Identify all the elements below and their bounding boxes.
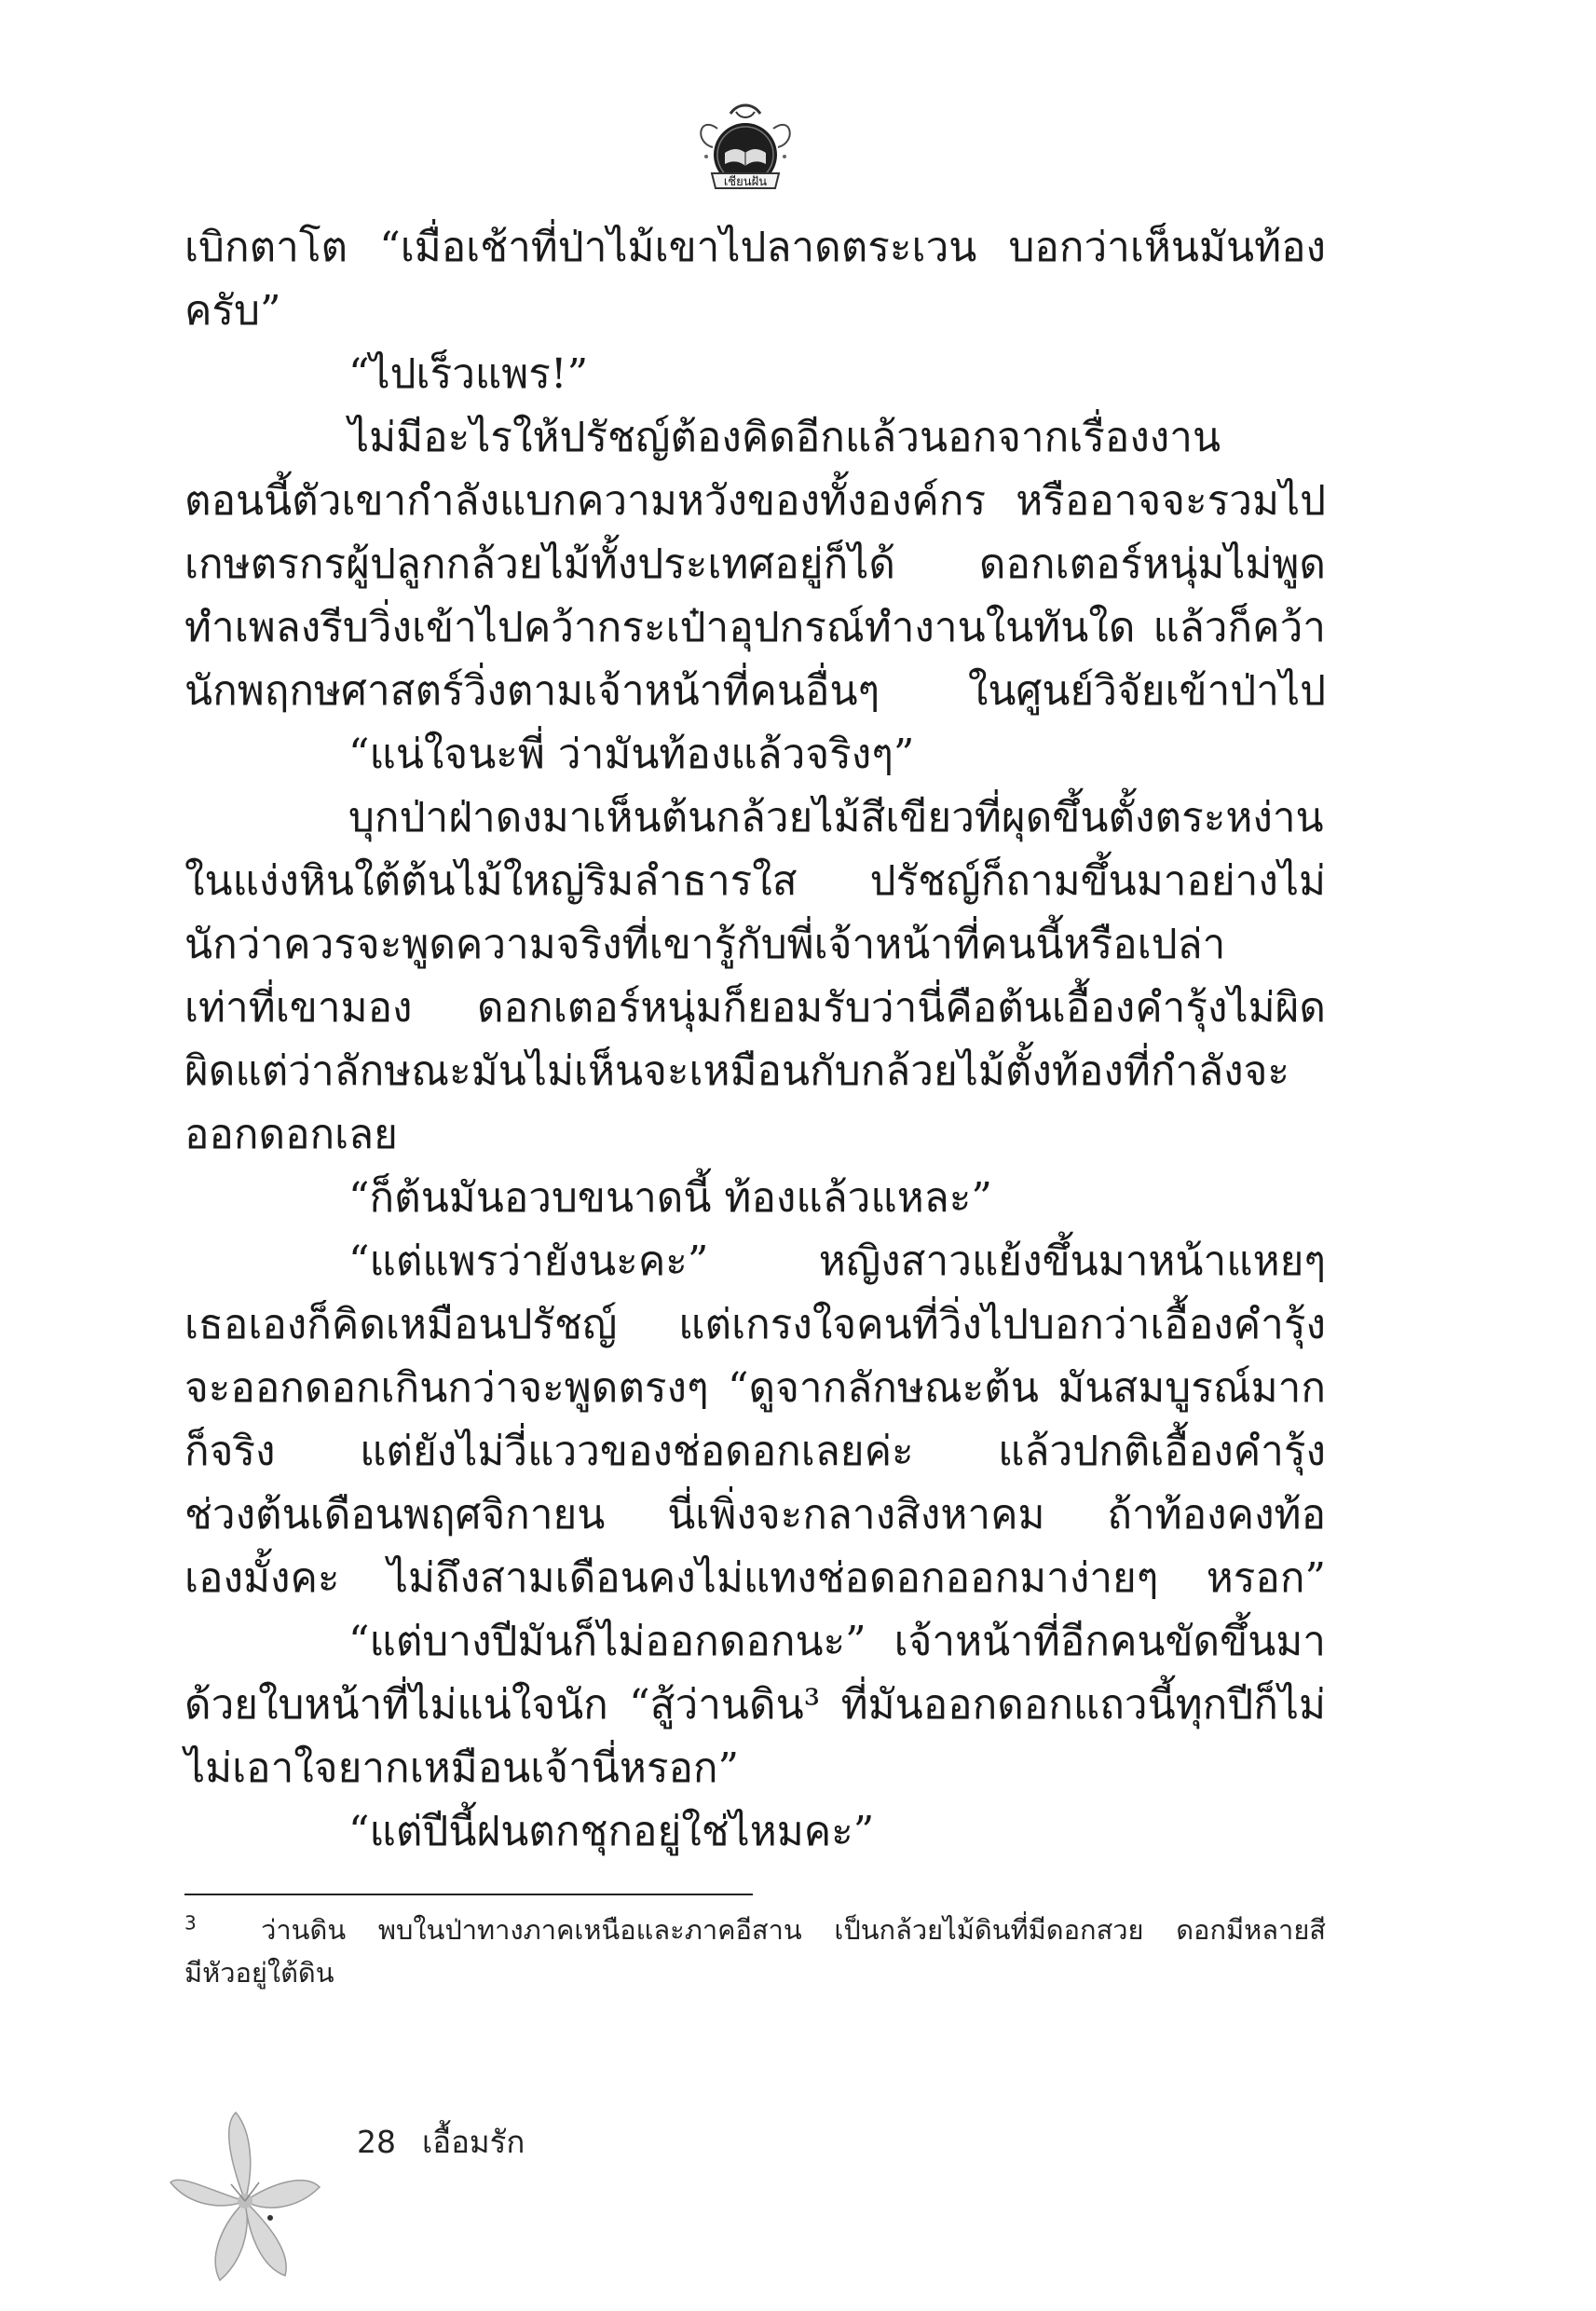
book-wings-emblem-icon — [689, 101, 801, 203]
footnote-line: มีหัวอยู่ใต้ดิน — [184, 1957, 334, 1989]
body-line: เองมั้งคะ ไม่ถึงสามเดือนคงไม่แทงช่อดอกออกมาง่ายๆ หรอก” — [184, 1554, 1326, 1602]
body-line: เธอเองก็คิดเหมือนปรัชญ์ แต่เกรงใจคนที่วิ่งไปบอกว่าเอื้องคำรุ้ง — [184, 1301, 1326, 1348]
body-line: ไม่เอาใจยากเหมือนเจ้านี่หรอก” — [184, 1744, 740, 1792]
body-line: “ก็ต้นมันอวบขนาดนี้ ท้องแล้วแหละ” — [348, 1174, 992, 1222]
body-line: นักพฤกษศาสตร์วิ่งตามเจ้าหน้าที่คนอื่นๆ ในศูนย์วิจัยเข้าป่าไป — [184, 667, 1326, 715]
body-line: บุกป่าฝ่าดงมาเห็นต้นกล้วยไม้สีเขียวที่ผุดขึ้นตั้งตระหง่าน — [348, 794, 1324, 841]
body-line: เท่าที่เขามอง ดอกเตอร์หนุ่มก็ยอมรับว่านี่คือต้นเอื้องคำรุ้งไม่ผิด — [184, 984, 1326, 1032]
body-line: “ไปเร็วแพร!” — [348, 350, 589, 398]
body-line: ด้วยใบหน้าที่ไม่แน่ใจนัก “สู้ว่านดิน³ ที่มันออกดอกแถวนี้ทุกปีก็ไม่ — [184, 1681, 1326, 1729]
footnote-divider — [184, 1894, 753, 1895]
book-title: เอื้อมรัก — [422, 2124, 525, 2160]
body-line: ก็จริง แต่ยังไม่วี่แววของช่อดอกเลยค่ะ แล้วปกติเอื้องคำรุ้ง — [184, 1428, 1326, 1475]
body-line: ไม่มีอะไรให้ปรัชญ์ต้องคิดอีกแล้วนอกจากเรื่องงาน — [348, 414, 1221, 461]
page-number: 28 — [357, 2124, 396, 2160]
body-line: ออกดอกเลย — [184, 1111, 398, 1158]
footnote-line — [184, 1908, 1326, 1951]
footnote-text: ว่านดิน พบในป่าทางภาคเหนือและภาคอีสาน เป็นกล้วยไม้ดินที่มีดอกสวย ดอกมีหลายสี — [261, 1914, 1326, 1946]
body-line: ครับ” — [184, 287, 281, 335]
body-line: ช่วงต้นเดือนพฤศจิกายน นี่เพิ่งจะกลางสิงหาคม ถ้าท้องคงท้อ — [184, 1491, 1326, 1538]
body-line: “แต่บางปีมันก็ไม่ออกดอกนะ” เจ้าหน้าที่อีกคนขัดขึ้นมา — [348, 1618, 1326, 1665]
body-line: เกษตรกรผู้ปลูกกล้วยไม้ทั้งประเทศอยู่ก็ได้ ดอกเตอร์หนุ่มไม่พูด — [184, 540, 1326, 588]
body-line: “แน่ใจนะพี่ ว่ามันท้องแล้วจริงๆ” — [348, 731, 915, 778]
body-line: ตอนนี้ตัวเขากำลังแบกความหวังของทั้งองค์กร หรืออาจจะรวมไป — [184, 477, 1326, 525]
body-line: ผิดแต่ว่าลักษณะมันไม่เห็นจะเหมือนกับกล้วยไม้ตั้งท้องที่กำลังจะ — [184, 1047, 1290, 1095]
body-line: จะออกดอกเกินกว่าจะพูดตรงๆ “ดูจากลักษณะต้น มันสมบูรณ์มาก — [184, 1364, 1326, 1412]
logo-text: เชียนฝัน — [723, 175, 768, 189]
body-line: ทำเพลงรีบวิ่งเข้าไปคว้ากระเป๋าอุปกรณ์ทำงานในทันใด แล้วก็คว้า — [184, 604, 1326, 651]
body-line: นักว่าควรจะพูดความจริงที่เขารู้กับพี่เจ้าหน้าที่คนนี้หรือเปล่า — [184, 921, 1226, 968]
body-line: ในแง่งหินใต้ต้นไม้ใหญ่ริมลำธารใส ปรัชญ์ก็ถามขึ้นมาอย่างไม่ — [184, 857, 1326, 905]
body-line: เบิกตาโต “เมื่อเช้าที่ป่าไม้เขาไปลาดตระเวน บอกว่าเห็นมันท้อง — [184, 224, 1326, 271]
lily-flower-icon — [166, 2108, 324, 2285]
page-footer — [357, 2117, 551, 2167]
body-text — [184, 216, 1326, 1864]
body-line: “แต่ปีนี้ฝนตกชุกอยู่ใช่ไหมคะ” — [348, 1808, 875, 1855]
footnote-marker: 3 — [184, 1911, 197, 1935]
body-line: “แต่แพรว่ายังนะคะ” หญิงสาวแย้งขึ้นมาหน้าแหยๆ — [348, 1238, 1326, 1285]
footnote — [184, 1908, 1326, 1994]
